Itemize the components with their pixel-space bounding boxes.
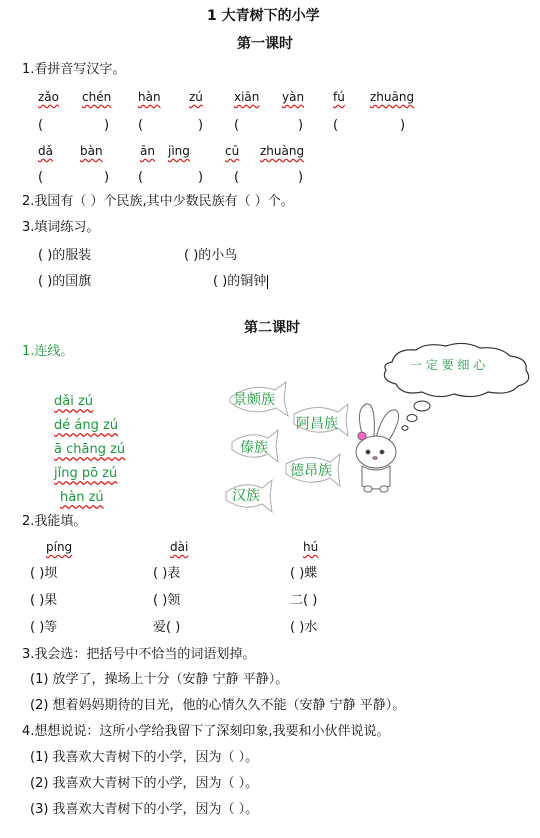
answer-paren-close: ) — [400, 118, 406, 133]
pinyin-item: ā chāng zú — [54, 442, 126, 457]
pinyin-item: dé áng zú — [54, 418, 119, 433]
pinyin: dǎ — [38, 144, 53, 158]
pinyin: jìng — [168, 144, 190, 158]
fill-item: ( )等 — [30, 620, 58, 635]
pinyin: zhuàng — [260, 144, 305, 158]
s2q3-prompt: 3.我会选：把括号中不恰当的词语划掉。 — [22, 647, 256, 662]
answer-paren-close: ) — [104, 170, 110, 185]
answer-paren-open: ( — [138, 118, 144, 133]
pinyin: zhuāng — [370, 90, 415, 104]
answer-paren-close: ) — [298, 170, 304, 185]
fill-item: ( )领 — [153, 593, 181, 608]
fish-label: 阿昌族 — [296, 416, 338, 432]
pinyin: píng — [46, 540, 73, 554]
pinyin: ān — [140, 144, 155, 158]
answer-paren-open: ( — [138, 170, 144, 185]
fill-item: 二( ) — [290, 593, 318, 608]
s2q4-prompt: 4.想想说说：这所小学给我留下了深刻印象,我要和小伙伴说说。 — [22, 724, 390, 739]
pinyin: zǎo — [38, 90, 59, 104]
pinyin: fú — [333, 90, 345, 104]
fill-item: 爱( ) — [153, 620, 181, 635]
page-title: 1 大青树下的小学 — [207, 8, 320, 24]
answer-paren-open: ( — [234, 170, 240, 185]
fill-item: ( )果 — [30, 593, 58, 608]
lesson-1-heading: 第一课时 — [237, 36, 293, 52]
answer-paren-open: ( — [234, 118, 240, 133]
answer-paren-open: ( — [38, 170, 44, 185]
answer-paren-open: ( — [333, 118, 339, 133]
q1-prompt: 1.看拼音写汉字。 — [22, 62, 126, 77]
lesson-2-heading: 第二课时 — [244, 320, 300, 336]
cartoon-bunny-icon — [346, 400, 406, 500]
s2q2-prompt: 2.我能填。 — [22, 514, 87, 529]
pinyin: hú — [303, 540, 319, 554]
answer-paren-close: ) — [104, 118, 110, 133]
pinyin: chén — [82, 90, 112, 104]
say-item: (1) 我喜欢大青树下的小学，因为（ ）。 — [30, 750, 259, 765]
fill-item: ( )水 — [290, 620, 318, 635]
pinyin-item: hàn zú — [60, 490, 104, 505]
answer-paren-open: ( — [38, 118, 44, 133]
pinyin-item: jǐng pō zú — [54, 466, 118, 481]
answer-paren-close: ) — [298, 118, 304, 133]
fill-item: ( )的铜钟 — [213, 274, 267, 289]
fill-item: ( )表 — [153, 566, 181, 581]
pinyin: yàn — [282, 90, 305, 104]
fish-label: 汉族 — [232, 488, 260, 504]
pinyin: hàn — [138, 90, 161, 104]
text-cursor — [267, 275, 268, 289]
fill-item: ( )的国旗 — [38, 274, 92, 289]
pinyin: dài — [170, 540, 189, 554]
choice-item: (2) 想着妈妈期待的目光，他的心情久久不能（安静 宁静 平静）。 — [30, 698, 406, 713]
say-item: (3) 我喜欢大青树下的小学，因为（ ）。 — [30, 802, 259, 817]
answer-paren-close: ) — [198, 170, 204, 185]
q3-prompt: 3.填词练习。 — [22, 220, 100, 235]
say-item: (2) 我喜欢大青树下的小学，因为（ ）。 — [30, 776, 259, 791]
fill-item: ( )的服装 — [38, 248, 92, 263]
fill-item: ( )的小鸟 — [184, 248, 238, 263]
pinyin: bàn — [80, 144, 103, 158]
choice-item: (1) 放学了，操场上十分（安静 宁静 平静）。 — [30, 672, 289, 687]
bubble-text: 一 定 要 细 心 — [410, 358, 486, 372]
pinyin: zú — [189, 90, 203, 104]
pinyin: xiān — [234, 90, 260, 104]
answer-paren-close: ) — [198, 118, 204, 133]
pinyin-item: dǎi zú — [54, 394, 94, 409]
fill-item: ( )蝶 — [290, 566, 318, 581]
s2q1-prompt: 1.连线。 — [22, 344, 74, 359]
fish-label: 傣族 — [240, 440, 268, 456]
fish-label: 景颇族 — [233, 392, 275, 408]
fill-item: ( )坝 — [30, 566, 58, 581]
fish-label: 德昂族 — [290, 463, 332, 479]
q2-text: 2.我国有（ ）个民族,其中少数民族有（ ）个。 — [22, 194, 294, 209]
pinyin: cū — [225, 144, 240, 158]
